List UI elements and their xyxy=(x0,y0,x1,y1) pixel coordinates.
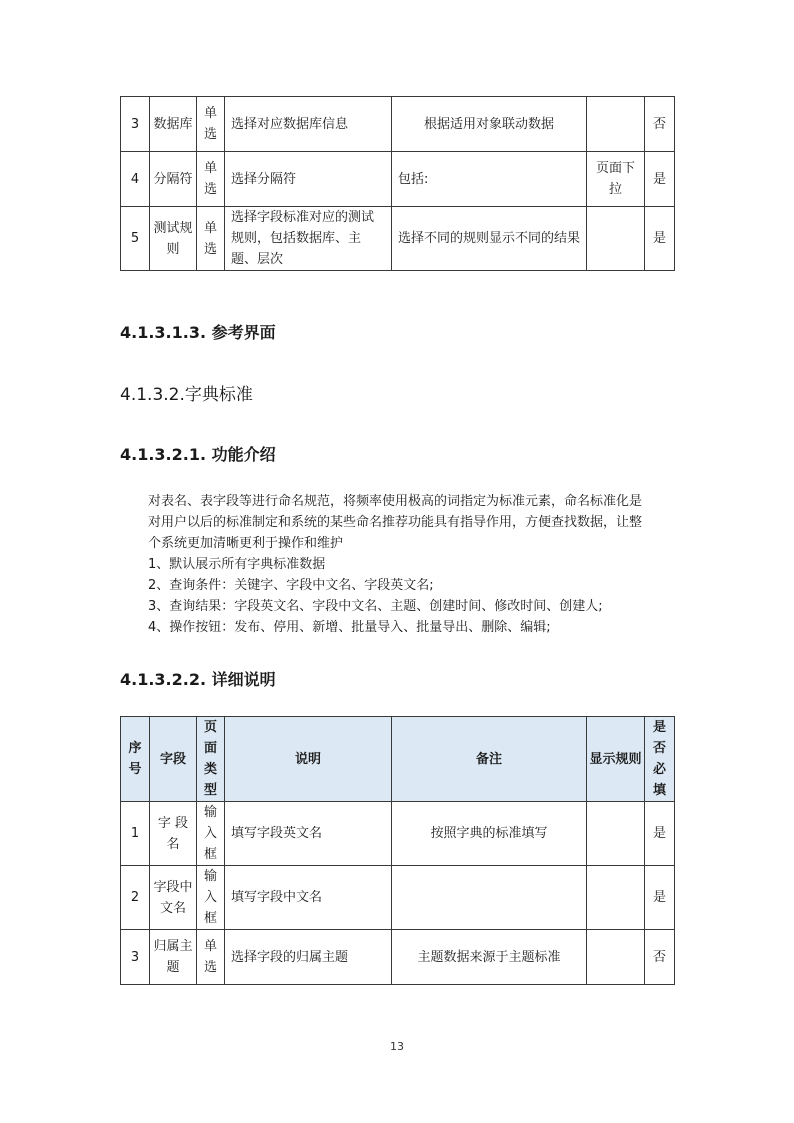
intro-body xyxy=(148,491,648,638)
row-number: 3 xyxy=(121,930,150,985)
page-type: 输入框 xyxy=(197,802,225,866)
row-number: 2 xyxy=(121,866,150,930)
header-remark: 备注 xyxy=(392,717,587,802)
intro-list-item: 3、查询结果：字段英文名、字段中文名、主题、创建时间、修改时间、创建人; xyxy=(148,599,603,614)
header-no: 序号 xyxy=(121,717,150,802)
display-rule xyxy=(587,866,645,930)
remark: 主题数据来源于主题标准 xyxy=(392,930,587,985)
heading-detail: 4.1.3.2.2. 详细说明 xyxy=(120,670,276,689)
display-rule xyxy=(587,930,645,985)
table-header-row xyxy=(121,717,675,802)
required-flag: 是 xyxy=(645,866,675,930)
fields-table-continued xyxy=(120,96,675,271)
remark: 按照字典的标准填写 xyxy=(392,802,587,866)
remark: 根据适用对象联动数据 xyxy=(392,97,587,152)
header-field: 字段 xyxy=(150,717,197,802)
required-flag: 是 xyxy=(645,152,675,207)
intro-list-item: 4、操作按钮：发布、停用、新增、批量导入、批量导出、删除、编辑; xyxy=(148,620,551,635)
intro-list-item: 2、查询条件：关键字、字段中文名、字段英文名; xyxy=(148,578,434,593)
description: 选择分隔符 xyxy=(225,152,392,207)
page-type: 单选 xyxy=(197,207,225,271)
field-name: 分隔符 xyxy=(150,152,197,207)
field-name: 归属主题 xyxy=(150,930,197,985)
required-flag: 否 xyxy=(645,930,675,985)
row-number: 4 xyxy=(121,152,150,207)
intro-list-item: 1、默认展示所有字典标准数据 xyxy=(148,557,326,572)
remark: 选择不同的规则显示不同的结果 xyxy=(392,207,587,271)
dictionary-fields-table xyxy=(120,716,675,985)
table-row xyxy=(121,152,675,207)
required-flag: 是 xyxy=(645,802,675,866)
description: 填写字段中文名 xyxy=(225,866,392,930)
description: 选择对应数据库信息 xyxy=(225,97,392,152)
description: 选择字段标准对应的测试规则，包括数据库、主题、层次 xyxy=(225,207,392,271)
page-type: 单选 xyxy=(197,97,225,152)
field-name: 数据库 xyxy=(150,97,197,152)
display-rule xyxy=(587,802,645,866)
table-row xyxy=(121,802,675,866)
header-page-type: 页面类型 xyxy=(197,717,225,802)
field-name: 测试规则 xyxy=(150,207,197,271)
heading-dictionary-standard: 4.1.3.2.字典标准 xyxy=(120,385,253,405)
header-display-rule: 显示规则 xyxy=(587,717,645,802)
page-type: 单选 xyxy=(197,930,225,985)
field-name: 字 段名 xyxy=(150,802,197,866)
display-rule xyxy=(587,207,645,271)
row-number: 5 xyxy=(121,207,150,271)
required-flag: 否 xyxy=(645,97,675,152)
header-description: 说明 xyxy=(225,717,392,802)
intro-paragraph: 对表名、表字段等进行命名规范，将频率使用极高的词指定为标准元素，命名标准化是对用户以后的标准制定和系统的某些命名推荐功能具有指导作用，方便查找数据，让整个系统更加清晰更利于操作和维护 xyxy=(148,494,643,551)
heading-reference-ui: 4.1.3.1.3. 参考界面 xyxy=(120,323,276,342)
page-type: 输入框 xyxy=(197,866,225,930)
description: 填写字段英文名 xyxy=(225,802,392,866)
table-row xyxy=(121,97,675,152)
description: 选择字段的归属主题 xyxy=(225,930,392,985)
table-row xyxy=(121,207,675,271)
field-name: 字段中文名 xyxy=(150,866,197,930)
page-type: 单选 xyxy=(197,152,225,207)
row-number: 3 xyxy=(121,97,150,152)
table-row xyxy=(121,866,675,930)
remark: 包括: xyxy=(392,152,587,207)
remark xyxy=(392,866,587,930)
heading-function-intro: 4.1.3.2.1. 功能介绍 xyxy=(120,445,276,464)
required-flag: 是 xyxy=(645,207,675,271)
page-number: 13 xyxy=(390,1040,404,1053)
table-row xyxy=(121,930,675,985)
display-rule xyxy=(587,97,645,152)
header-required: 是否必填 xyxy=(645,717,675,802)
display-rule: 页面下拉 xyxy=(587,152,645,207)
row-number: 1 xyxy=(121,802,150,866)
